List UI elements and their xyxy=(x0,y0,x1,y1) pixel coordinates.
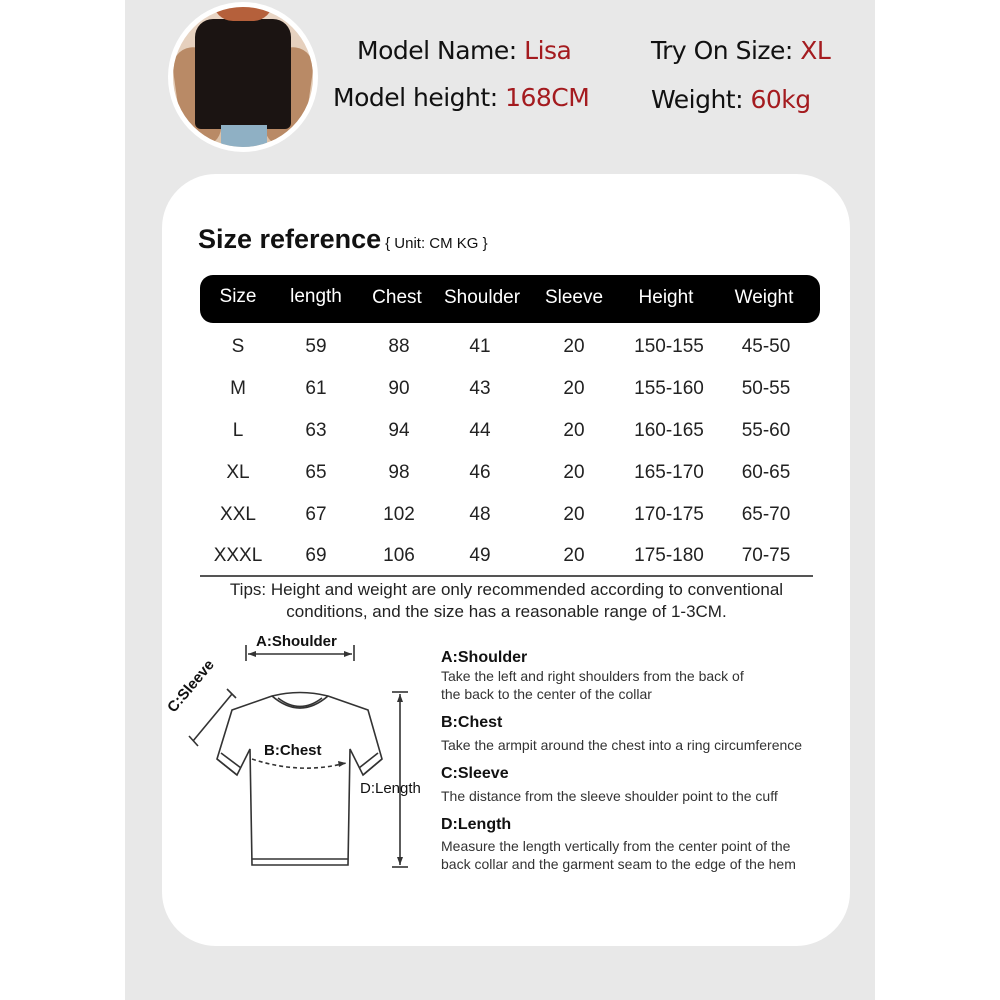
column-header-chest: Chest xyxy=(372,287,422,308)
try-on-size-value: XL xyxy=(800,36,831,65)
title-text: Size reference xyxy=(198,224,382,254)
cell-shoulder: 49 xyxy=(469,545,491,566)
tips-text xyxy=(200,579,813,623)
cell-weight: 55-60 xyxy=(741,420,791,441)
cell-sleeve: 20 xyxy=(563,504,585,525)
model-height xyxy=(333,83,589,112)
cell-shoulder: 48 xyxy=(469,504,491,525)
cell-size: S xyxy=(231,336,245,357)
cell-shoulder: 44 xyxy=(469,420,491,441)
model-weight-label: Weight: xyxy=(651,85,751,114)
diagram-label-length: D:Length xyxy=(360,780,421,797)
cell-sleeve: 20 xyxy=(563,545,585,566)
size-reference-title xyxy=(198,224,488,255)
model-height-label: Model height: xyxy=(333,83,506,112)
cell-height: 175-180 xyxy=(634,545,704,566)
cell-length: 65 xyxy=(305,462,327,483)
cell-length: 63 xyxy=(305,420,327,441)
cell-height: 165-170 xyxy=(634,462,704,483)
measurement-heading: D:Length xyxy=(441,816,512,833)
cell-weight: 70-75 xyxy=(741,545,791,566)
cell-sleeve: 20 xyxy=(563,378,585,399)
cell-chest: 98 xyxy=(388,462,410,483)
measurement-text: The distance from the sleeve shoulder point to the cuff xyxy=(441,788,778,804)
cell-sleeve: 20 xyxy=(563,420,585,441)
cell-shoulder: 46 xyxy=(469,462,491,483)
column-header-size: Size xyxy=(219,286,257,307)
measurement-text: Take the left and right shoulders from the back of xyxy=(441,668,744,684)
model-weight-value: 60kg xyxy=(750,85,811,114)
measurement-text: Take the armpit around the chest into a ring circumference xyxy=(441,737,803,753)
cell-weight: 45-50 xyxy=(741,336,791,357)
cell-height: 155-160 xyxy=(634,378,704,399)
column-header-shoulder: Shoulder xyxy=(443,287,521,308)
cell-weight: 50-55 xyxy=(741,378,791,399)
diagram-label-sleeve: C:Sleeve xyxy=(164,656,218,716)
model-avatar xyxy=(168,2,318,152)
cell-sleeve: 20 xyxy=(563,336,585,357)
unit-text: { Unit: CM KG } xyxy=(385,235,488,252)
diagram-label-shoulder: A:Shoulder xyxy=(256,633,337,650)
cell-chest: 102 xyxy=(383,504,415,525)
cell-shoulder: 43 xyxy=(469,378,491,399)
cell-height: 170-175 xyxy=(634,504,704,525)
measurement-length xyxy=(441,815,851,873)
measurement-sleeve xyxy=(441,764,851,805)
column-header-sleeve: Sleeve xyxy=(544,287,604,308)
measurement-text: the back to the center of the collar xyxy=(441,686,652,702)
measurement-heading: B:Chest xyxy=(441,714,503,731)
model-height-value: 168CM xyxy=(505,83,590,112)
cell-length: 67 xyxy=(305,504,327,525)
model-name-label: Model Name: xyxy=(357,36,525,65)
cell-chest: 90 xyxy=(388,378,410,399)
column-header-height: Height xyxy=(638,287,694,308)
table-divider xyxy=(200,575,813,577)
column-header-length: length xyxy=(290,286,342,307)
cell-size: XL xyxy=(226,462,250,483)
cell-weight: 65-70 xyxy=(741,504,791,525)
cell-height: 160-165 xyxy=(634,420,704,441)
tshirt-measurement-diagram xyxy=(160,625,440,885)
cell-shoulder: 41 xyxy=(469,336,491,357)
cell-length: 59 xyxy=(305,336,327,357)
size-table-header xyxy=(200,275,820,323)
table-row xyxy=(200,378,820,408)
table-row xyxy=(200,545,820,575)
column-header-weight: Weight xyxy=(734,287,794,308)
table-row xyxy=(200,336,820,366)
model-weight xyxy=(651,85,811,114)
tips-line-2: conditions, and the size has a reasonable range of 1-3CM. xyxy=(286,602,727,621)
try-on-size-label: Try On Size: xyxy=(651,36,801,65)
cell-height: 150-155 xyxy=(634,336,704,357)
measurement-chest xyxy=(441,713,851,754)
cell-size: XXL xyxy=(220,504,256,525)
model-name xyxy=(357,36,571,65)
measurement-shoulder xyxy=(441,648,851,703)
model-photo-icon xyxy=(173,7,313,147)
cell-length: 61 xyxy=(305,378,327,399)
cell-weight: 60-65 xyxy=(741,462,791,483)
measurement-heading: C:Sleeve xyxy=(441,765,509,782)
cell-chest: 88 xyxy=(388,336,410,357)
cell-size: XXXL xyxy=(213,545,263,566)
cell-chest: 106 xyxy=(383,545,415,566)
table-row xyxy=(200,504,820,534)
tips-line-1: Tips: Height and weight are only recommended according to conventional xyxy=(229,580,784,599)
measurement-text: Measure the length vertically from the center point of the xyxy=(441,838,791,854)
cell-chest: 94 xyxy=(388,420,410,441)
cell-sleeve: 20 xyxy=(563,462,585,483)
cell-size: M xyxy=(230,378,246,399)
model-name-value: Lisa xyxy=(524,36,572,65)
cell-size: L xyxy=(232,420,244,441)
try-on-size xyxy=(651,36,830,65)
cell-length: 69 xyxy=(305,545,327,566)
measurement-heading: A:Shoulder xyxy=(441,649,528,666)
measurement-text: back collar and the garment seam to the edge of the hem xyxy=(441,856,796,872)
diagram-label-chest: B:Chest xyxy=(264,742,322,759)
table-row xyxy=(200,462,820,492)
table-row xyxy=(200,420,820,450)
